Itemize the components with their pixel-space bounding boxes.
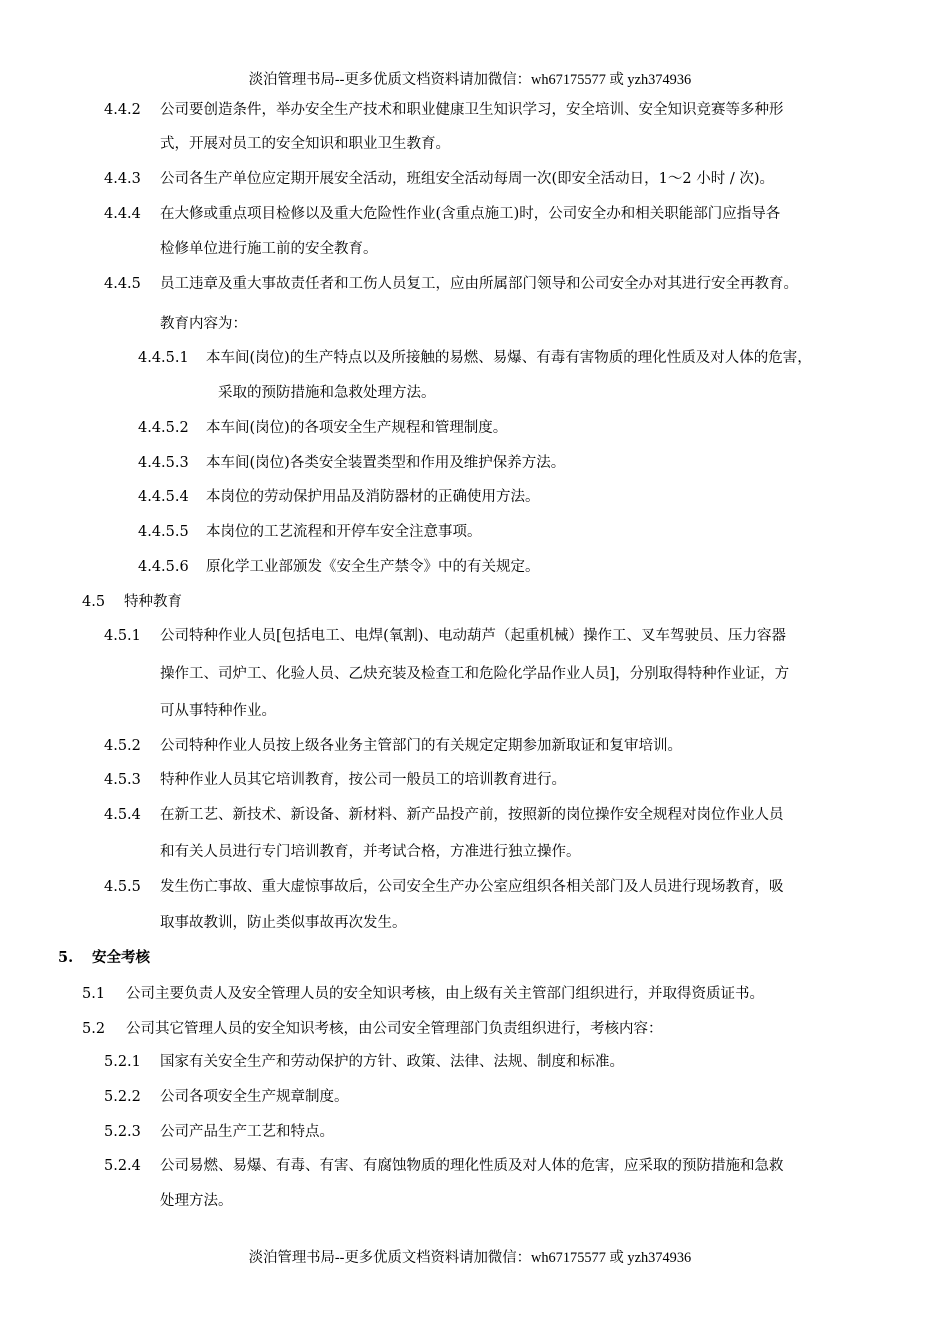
clause-continuation: 式，开展对员工的安全知识和职业卫生教育。 (160, 136, 450, 152)
clause-number: 4.4.5.2 (138, 420, 189, 436)
clause-text: 发生伤亡事故、重大虚惊事故后，公司安全生产办公室应组织各相关部门及人员进行现场教育，吸 (160, 879, 784, 895)
clause-number: 4.5.3 (104, 772, 141, 788)
clause-number: 4.5.4 (104, 807, 141, 823)
clause-number: 4.5.1 (104, 628, 141, 644)
clause-5-1 (82, 984, 764, 1004)
clause-text: 公司其它管理人员的安全知识考核，由公司安全管理部门负责组织进行，考核内容： (126, 1021, 663, 1037)
clause-text: 在新工艺、新技术、新设备、新材料、新产品投产前，按照新的岗位操作安全规程对岗位作业人员 (160, 807, 784, 823)
clause-text: 公司各生产单位应定期开展安全活动，班组安全活动每周一次(即安全活动日，1～2 小时 / 次)。 (160, 171, 774, 187)
clause-4-4-5-3 (138, 453, 565, 473)
clause-number: 4.4.3 (104, 171, 141, 187)
clause-4-4-5-1 (138, 348, 812, 368)
clause-number: 4.5.5 (104, 879, 141, 895)
clause-number: 4.5 (82, 594, 106, 610)
clause-number: 4.4.5.5 (138, 524, 189, 540)
clause-text: 在大修或重点项目检修以及重大危险性作业(含重点施工)时，公司安全办和相关职能部门应指导各 (160, 206, 781, 222)
clause-continuation: 教育内容为： (160, 316, 247, 332)
section-4-5-heading (82, 592, 182, 612)
clause-number: 4.4.5.3 (138, 455, 189, 471)
clause-text: 公司产品生产工艺和特点。 (160, 1124, 334, 1140)
clause-4-5-2 (104, 736, 682, 756)
clause-continuation: 操作工、司炉工、化验人员、乙炔充装及检查工和危险化学品作业人员]，分别取得特种作业证，方 (160, 666, 790, 682)
clause-4-4-3 (104, 169, 774, 189)
clause-continuation: 取事故教训，防止类似事故再次发生。 (160, 915, 407, 931)
clause-text: 本岗位的劳动保护用品及消防器材的正确使用方法。 (206, 489, 540, 505)
clause-number: 4.4.5.6 (138, 559, 189, 575)
clause-4-5-1 (104, 626, 786, 646)
clause-5-2-4 (104, 1156, 784, 1176)
clause-text: 特种教育 (124, 594, 182, 610)
clause-text: 原化学工业部颁发《安全生产禁令》中的有关规定。 (206, 559, 540, 575)
clause-number: 5. (58, 949, 74, 966)
clause-number: 5.1 (82, 986, 106, 1002)
clause-text: 公司各项安全生产规章制度。 (160, 1089, 349, 1105)
clause-number: 5.2.2 (104, 1089, 141, 1105)
clause-text: 公司要创造条件，举办安全生产技术和职业健康卫生知识学习，安全培训、安全知识竞赛等多种形 (160, 102, 784, 118)
clause-4-4-5-5 (138, 522, 482, 542)
clause-text: 国家有关安全生产和劳动保护的方针、政策、法律、法规、制度和标准。 (160, 1054, 624, 1070)
clause-continuation: 可从事特种作业。 (160, 703, 276, 719)
clause-4-4-5-4 (138, 487, 540, 507)
clause-number: 4.4.5 (104, 276, 141, 292)
clause-continuation: 和有关人员进行专门培训教育，并考试合格，方准进行独立操作。 (160, 844, 581, 860)
clause-text: 公司主要负责人及安全管理人员的安全知识考核，由上级有关主管部门组织进行，并取得资质证书。 (126, 986, 764, 1002)
clause-4-4-5-6 (138, 557, 540, 577)
clause-text: 特种作业人员其它培训教育，按公司一般员工的培训教育进行。 (160, 772, 566, 788)
clause-text: 安全考核 (92, 949, 150, 966)
clause-text: 本车间(岗位)各类安全装置类型和作用及维护保养方法。 (206, 455, 566, 471)
clause-4-4-4 (104, 204, 780, 224)
clause-number: 4.4.4 (104, 206, 141, 222)
clause-number: 4.5.2 (104, 738, 141, 754)
clause-text: 本车间(岗位)的生产特点以及所接触的易燃、易爆、有毒有害物质的理化性质及对人体的危害， (206, 350, 812, 366)
clause-number: 4.4.5.4 (138, 489, 189, 505)
clause-text: 本岗位的工艺流程和开停车安全注意事项。 (206, 524, 482, 540)
clause-continuation: 检修单位进行施工前的安全教育。 (160, 241, 378, 257)
page-footer-watermark: 淡泊管理书局--更多优质文档资料请加微信：wh67175577 或 yzh374936 (248, 1250, 692, 1266)
clause-4-5-3 (104, 770, 566, 790)
clause-5-2-2 (104, 1087, 349, 1107)
clause-number: 5.2.3 (104, 1124, 141, 1140)
page-header-watermark: 淡泊管理书局--更多优质文档资料请加微信：wh67175577 或 yzh374936 (248, 72, 692, 88)
clause-text: 公司特种作业人员[包括电工、电焊(氧割)、电动葫芦（起重机械）操作工、叉车驾驶员、压力容器 (160, 628, 786, 644)
clause-5-2-1 (104, 1052, 624, 1072)
clause-number: 4.4.5.1 (138, 350, 189, 366)
clause-text: 员工违章及重大事故责任者和工伤人员复工，应由所属部门领导和公司安全办对其进行安全再教育。 (160, 276, 798, 292)
clause-5-2-3 (104, 1122, 334, 1142)
clause-number: 5.2 (82, 1021, 106, 1037)
clause-number: 5.2.4 (104, 1158, 141, 1174)
clause-continuation: 采取的预防措施和急救处理方法。 (218, 385, 436, 401)
section-5-heading (58, 948, 150, 968)
clause-4-5-4 (104, 805, 784, 825)
clause-4-4-5-2 (138, 418, 507, 438)
clause-number: 4.4.2 (104, 102, 141, 118)
clause-5-2 (82, 1019, 663, 1039)
clause-number: 5.2.1 (104, 1054, 141, 1070)
clause-4-4-2 (104, 100, 784, 120)
clause-text: 公司特种作业人员按上级各业务主管部门的有关规定定期参加新取证和复审培训。 (160, 738, 682, 754)
clause-4-4-5 (104, 274, 798, 294)
clause-continuation: 处理方法。 (160, 1193, 233, 1209)
clause-text: 本车间(岗位)的各项安全生产规程和管理制度。 (206, 420, 508, 436)
clause-text: 公司易燃、易爆、有毒、有害、有腐蚀物质的理化性质及对人体的危害，应采取的预防措施和急救 (160, 1158, 784, 1174)
clause-4-5-5 (104, 877, 784, 897)
